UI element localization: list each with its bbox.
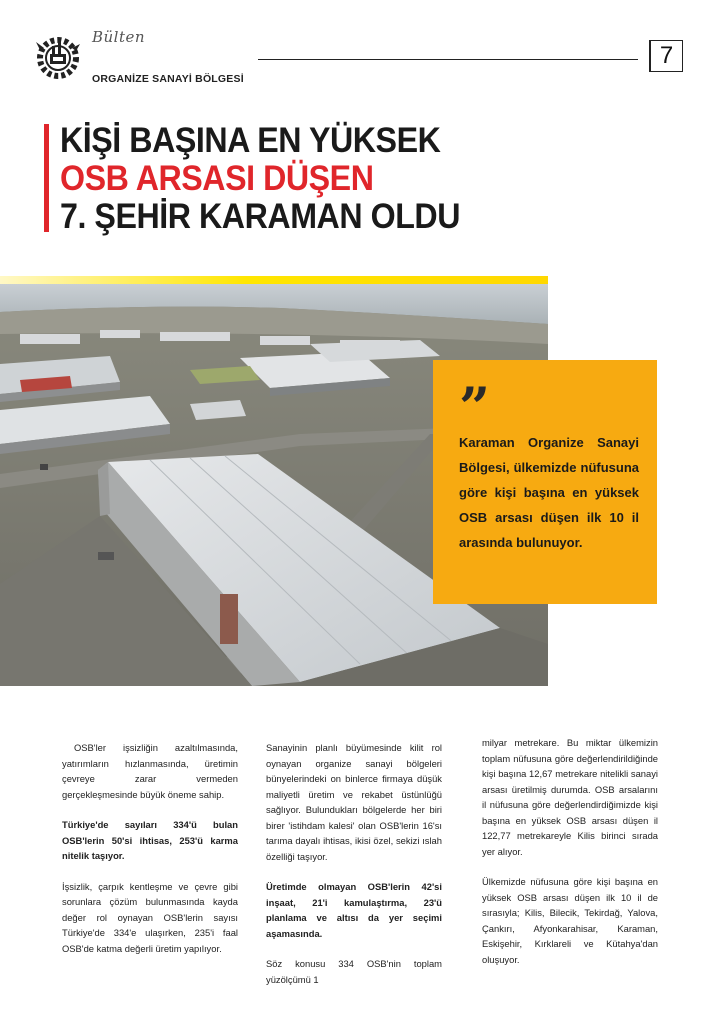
osb-logo <box>30 28 86 84</box>
paragraph-bold: Türkiye'de sayıları 334'ü bulan OSB'lerin 50'si ihtisas, 253'ü karma nitelik taşıyor. <box>62 819 238 861</box>
paragraph: Ülkemizde nüfusuna göre kişi başına en yüksek OSB arsası düşen ilk 10 il de sırasıyla; Kilis, Bilecik, Tekirdağ, Yalova, Çankırı, Afyonkarahisar, Karaman, Eskişehir, Kırklareli ve Kütahya'dan oluşuyor. <box>482 876 658 965</box>
headline-line-1: KİŞİ BAŞINA EN YÜKSEK <box>60 121 441 160</box>
pull-quote-box <box>433 360 657 604</box>
paragraph: İşsizlik, çarpık kentleşme ve çevre gibi sorunlara çözüm bulunmasında kayda değer rol oynayan OSB'lerin sayısı Türkiye'de 334'e ulaşırken, 235'i faal OSB'de katma değerli üretim yapılıyor. <box>62 880 238 954</box>
article-headline <box>60 122 460 236</box>
headline-accent-bar <box>44 124 49 232</box>
paragraph: milyar metrekare. Bu miktar ülkemizin toplam nüfusuna göre değerlendirildiğinde kişi başına 12,67 metrekare nitelikli sanayi arsası üretilmiş durumda. OSB arsalarını il nüfusuna göre değerlendirdiğimizde kişi başına en yüksek OSB arsası düşen il 122,77 metrekareyle Kilis birinci sırada yer alıyor. <box>482 737 658 857</box>
brand-script: Bülten <box>92 28 146 46</box>
header-divider <box>258 59 638 60</box>
page-number: 7 <box>649 40 683 72</box>
body-column-3 <box>482 735 658 982</box>
gear-factory-icon <box>30 28 86 84</box>
headline-line-3: 7. ŞEHİR KARAMAN OLDU <box>60 197 461 236</box>
body-column-2 <box>266 740 442 1002</box>
headline-line-2: OSB ARSASI DÜŞEN <box>60 159 374 198</box>
quote-mark-icon: ” <box>459 375 485 439</box>
pull-quote-text: Karaman Organize Sanayi Bölgesi, ülkemizde nüfusuna göre kişi başına en yüksek OSB arsası düşen ilk 10 il arasında bulunuyor. <box>459 435 639 550</box>
paragraph: OSB'ler işsizliğin azaltılmasında, yatırımların hızlanmasında, üretimin çevreye zarar vermeden gerçekleşmesinde büyük öneme sahip. <box>62 742 238 800</box>
paragraph: Söz konusu 334 OSB'nin toplam yüzölçümü 1 <box>266 958 442 985</box>
body-column-1 <box>62 740 238 971</box>
paragraph: Sanayinin planlı büyümesinde kilit rol oynayan organize sanayi bölgeleri bünyelerindeki on binlerce firmaya düşük maliyetli üretim ve rekabet üstünlüğü sağlıyor. Bulundukları bölgelerde her biri birer 'istihdam kalesi' olan OSB'lerin 16'sı tarıma dayalı ihtisas, ikisi özel, sekizi ıslah özelliği taşıyor. <box>266 742 442 862</box>
brand-name: ORGANİZE SANAYİ BÖLGESİ <box>92 73 244 85</box>
paragraph-bold: Üretimde olmayan OSB'lerin 42'si inşaat, 21'i kamulaştırma, 23'ü planlama ve altısı da yer seçimi aşamasında. <box>266 881 442 939</box>
